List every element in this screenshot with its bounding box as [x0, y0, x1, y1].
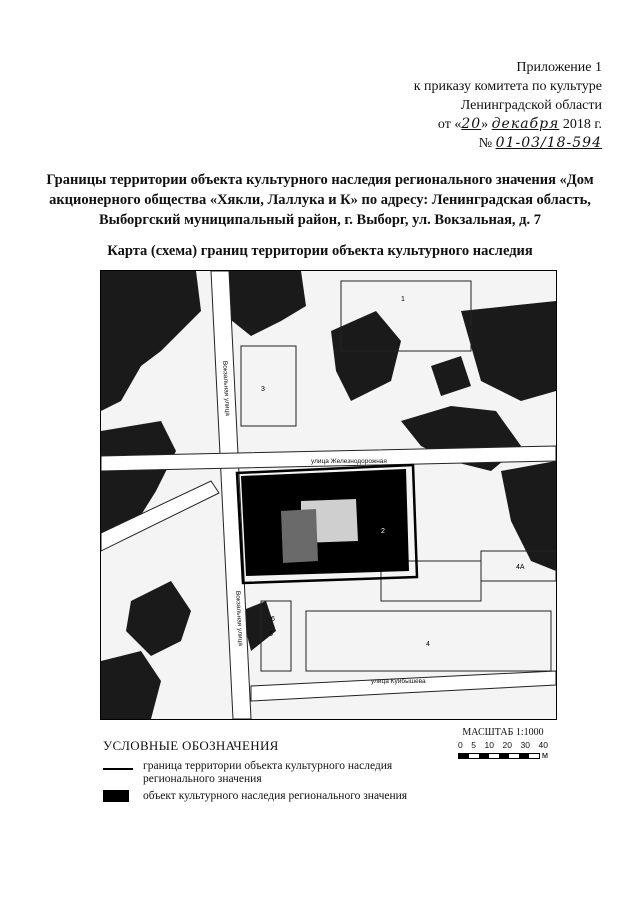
legend-item-boundary [103, 760, 483, 790]
scale-label: МАСШТАБ 1:1000 [462, 727, 544, 738]
appendix-order-ref: к приказу комитета по культуре [413, 79, 602, 94]
territory-map [100, 270, 557, 720]
parcel-number: 2 [381, 528, 385, 535]
legend-item-heritage [103, 790, 483, 808]
legend-label: объект культурного наследия регионального значения [143, 790, 408, 802]
date-year: 2018 г. [562, 117, 602, 132]
order-number: 01-03/18-594 [495, 135, 602, 151]
scale-graphic [458, 753, 540, 759]
date-month: декабря [491, 116, 560, 132]
appendix-date: от «20» декабря 2018 г. [437, 116, 602, 132]
street-label: улица Железнодорожная [311, 458, 387, 465]
appendix-header [414, 58, 602, 153]
parcel-number: 6 [271, 616, 275, 623]
parcel-number: 4 [426, 641, 430, 648]
appendix-title: Приложение 1 [516, 60, 602, 75]
scale-unit: м [541, 750, 548, 760]
parcel-number: 1 [401, 296, 405, 303]
scale-bar [458, 727, 548, 760]
heritage-fill-icon [103, 790, 129, 802]
appendix-number: № 01-03/18-594 [478, 135, 602, 151]
legend-label: граница территории объекта культурного наследия регионального значения [143, 760, 393, 785]
parcel-number: 5 [269, 631, 273, 638]
boundary-line-icon [103, 768, 133, 770]
map-title: Карта (схема) границ территории объекта культурного наследия [107, 243, 533, 259]
map-drawing [101, 271, 556, 719]
document-title: Границы территории объекта культурного наследия регионального значения «Дом акционерного общества «Хякли, Лаллука и К» по адресу: Ленинградская область, Выборгский муниципальный район, г. Выборг, ул. Вокзальная, д. 7 [46, 172, 594, 228]
heritage-building [241, 469, 409, 576]
date-day: 20 [461, 116, 482, 132]
scale-ticks: 0 5 10 20 30 40 [458, 740, 548, 750]
parcel-number: 4А [516, 564, 525, 571]
appendix-region: Ленинградской области [460, 98, 602, 113]
street-label: улица Куйбышева [371, 678, 426, 685]
parcel-number: 3 [261, 386, 265, 393]
street-label: Вокзальная улица [221, 360, 231, 417]
street-label: Вокзальная улица [234, 590, 244, 647]
legend-title: УСЛОВНЫЕ ОБОЗНАЧЕНИЯ [103, 738, 279, 753]
